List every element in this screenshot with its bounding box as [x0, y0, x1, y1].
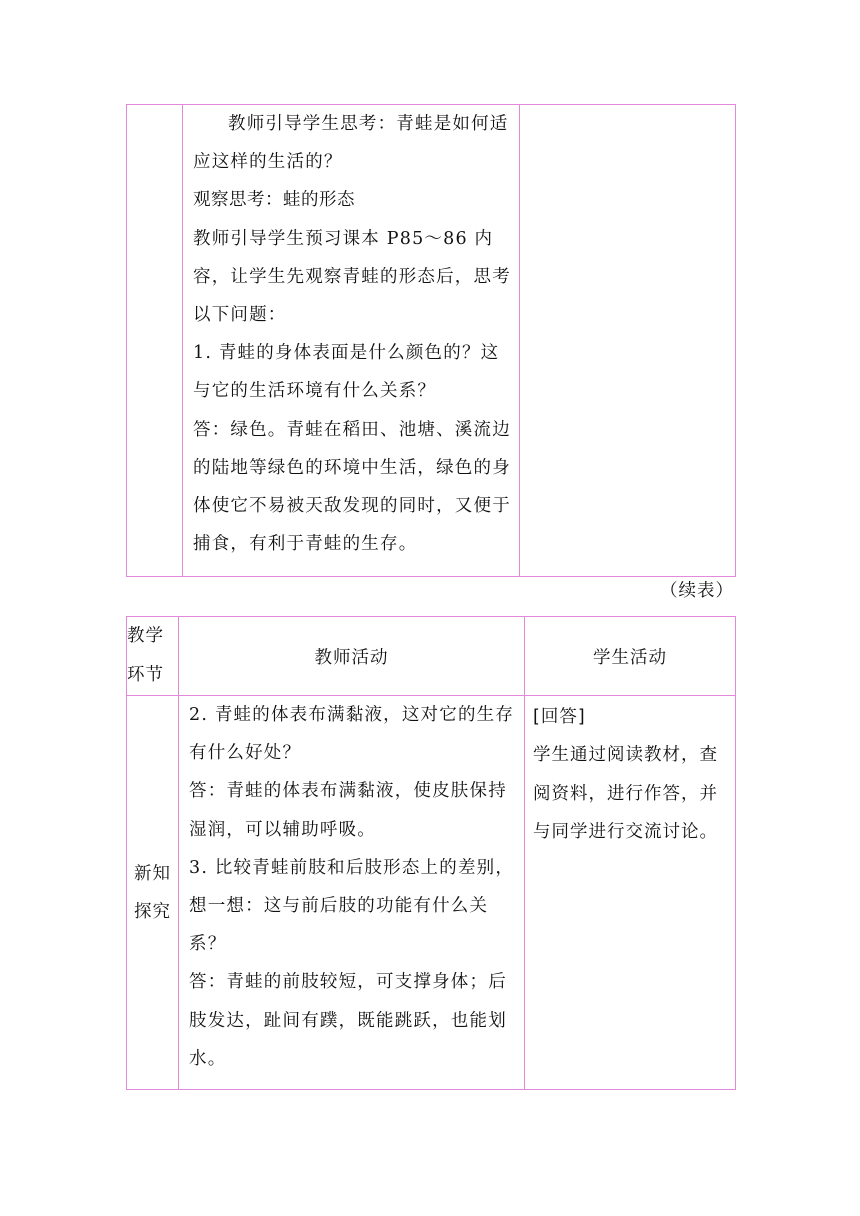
teacher-paragraph: 教师引导学生预习课本 P85～86 内容，让学生先观察青蛙的形态后，思考以下问题： [193, 228, 511, 326]
lesson-table-part1 [126, 104, 736, 577]
header-teacher: 教师活动 [179, 617, 525, 696]
answer-text: 答：青蛙的前肢较短，可支撑身体；后肢发达，趾间有蹼，既能跳跃，也能划水。 [189, 972, 507, 1069]
student-text: 学生通过阅读教材，查阅资料，进行作答，并与同学进行交流讨论。 [533, 745, 718, 843]
stage-label: 新知探究 [127, 696, 179, 1090]
stage-cell [127, 105, 183, 577]
student-activity-cell [520, 105, 736, 577]
question-item: 3. 比较青蛙前肢和后肢形态上的差别，想一想：这与前后肢的功能有什么关系？ [189, 857, 515, 955]
header-student: 学生活动 [525, 617, 736, 696]
section-heading: 观察思考：蛙的形态 [193, 190, 355, 211]
lesson-table-part2 [126, 616, 736, 1090]
teacher-paragraph: 教师引导学生思考：青蛙是如何适应这样的生活的？ [193, 114, 509, 173]
answer-text: 答：青蛙的体表布满黏液，使皮肤保持湿润，可以辅助呼吸。 [189, 781, 507, 840]
question-item: 2. 青蛙的体表布满黏液，这对它的生存有什么好处？ [189, 705, 515, 764]
question-item: 1. 青蛙的身体表面是什么颜色的？这与它的生活环境有什么关系？ [193, 343, 500, 402]
answer-text: 答：绿色。青蛙在稻田、池塘、溪流边的陆地等绿色的环境中生活，绿色的身体使它不易被天敌发现的同时，又便于捕食，有利于青蛙的生存。 [193, 419, 511, 555]
teacher-activity-cell [183, 105, 520, 577]
header-stage: 教学环节 [127, 617, 179, 696]
student-activity-cell [525, 696, 736, 1090]
continued-label: （续表） [660, 581, 734, 601]
student-tag: [回答] [533, 707, 586, 727]
teacher-activity-cell [179, 696, 525, 1090]
